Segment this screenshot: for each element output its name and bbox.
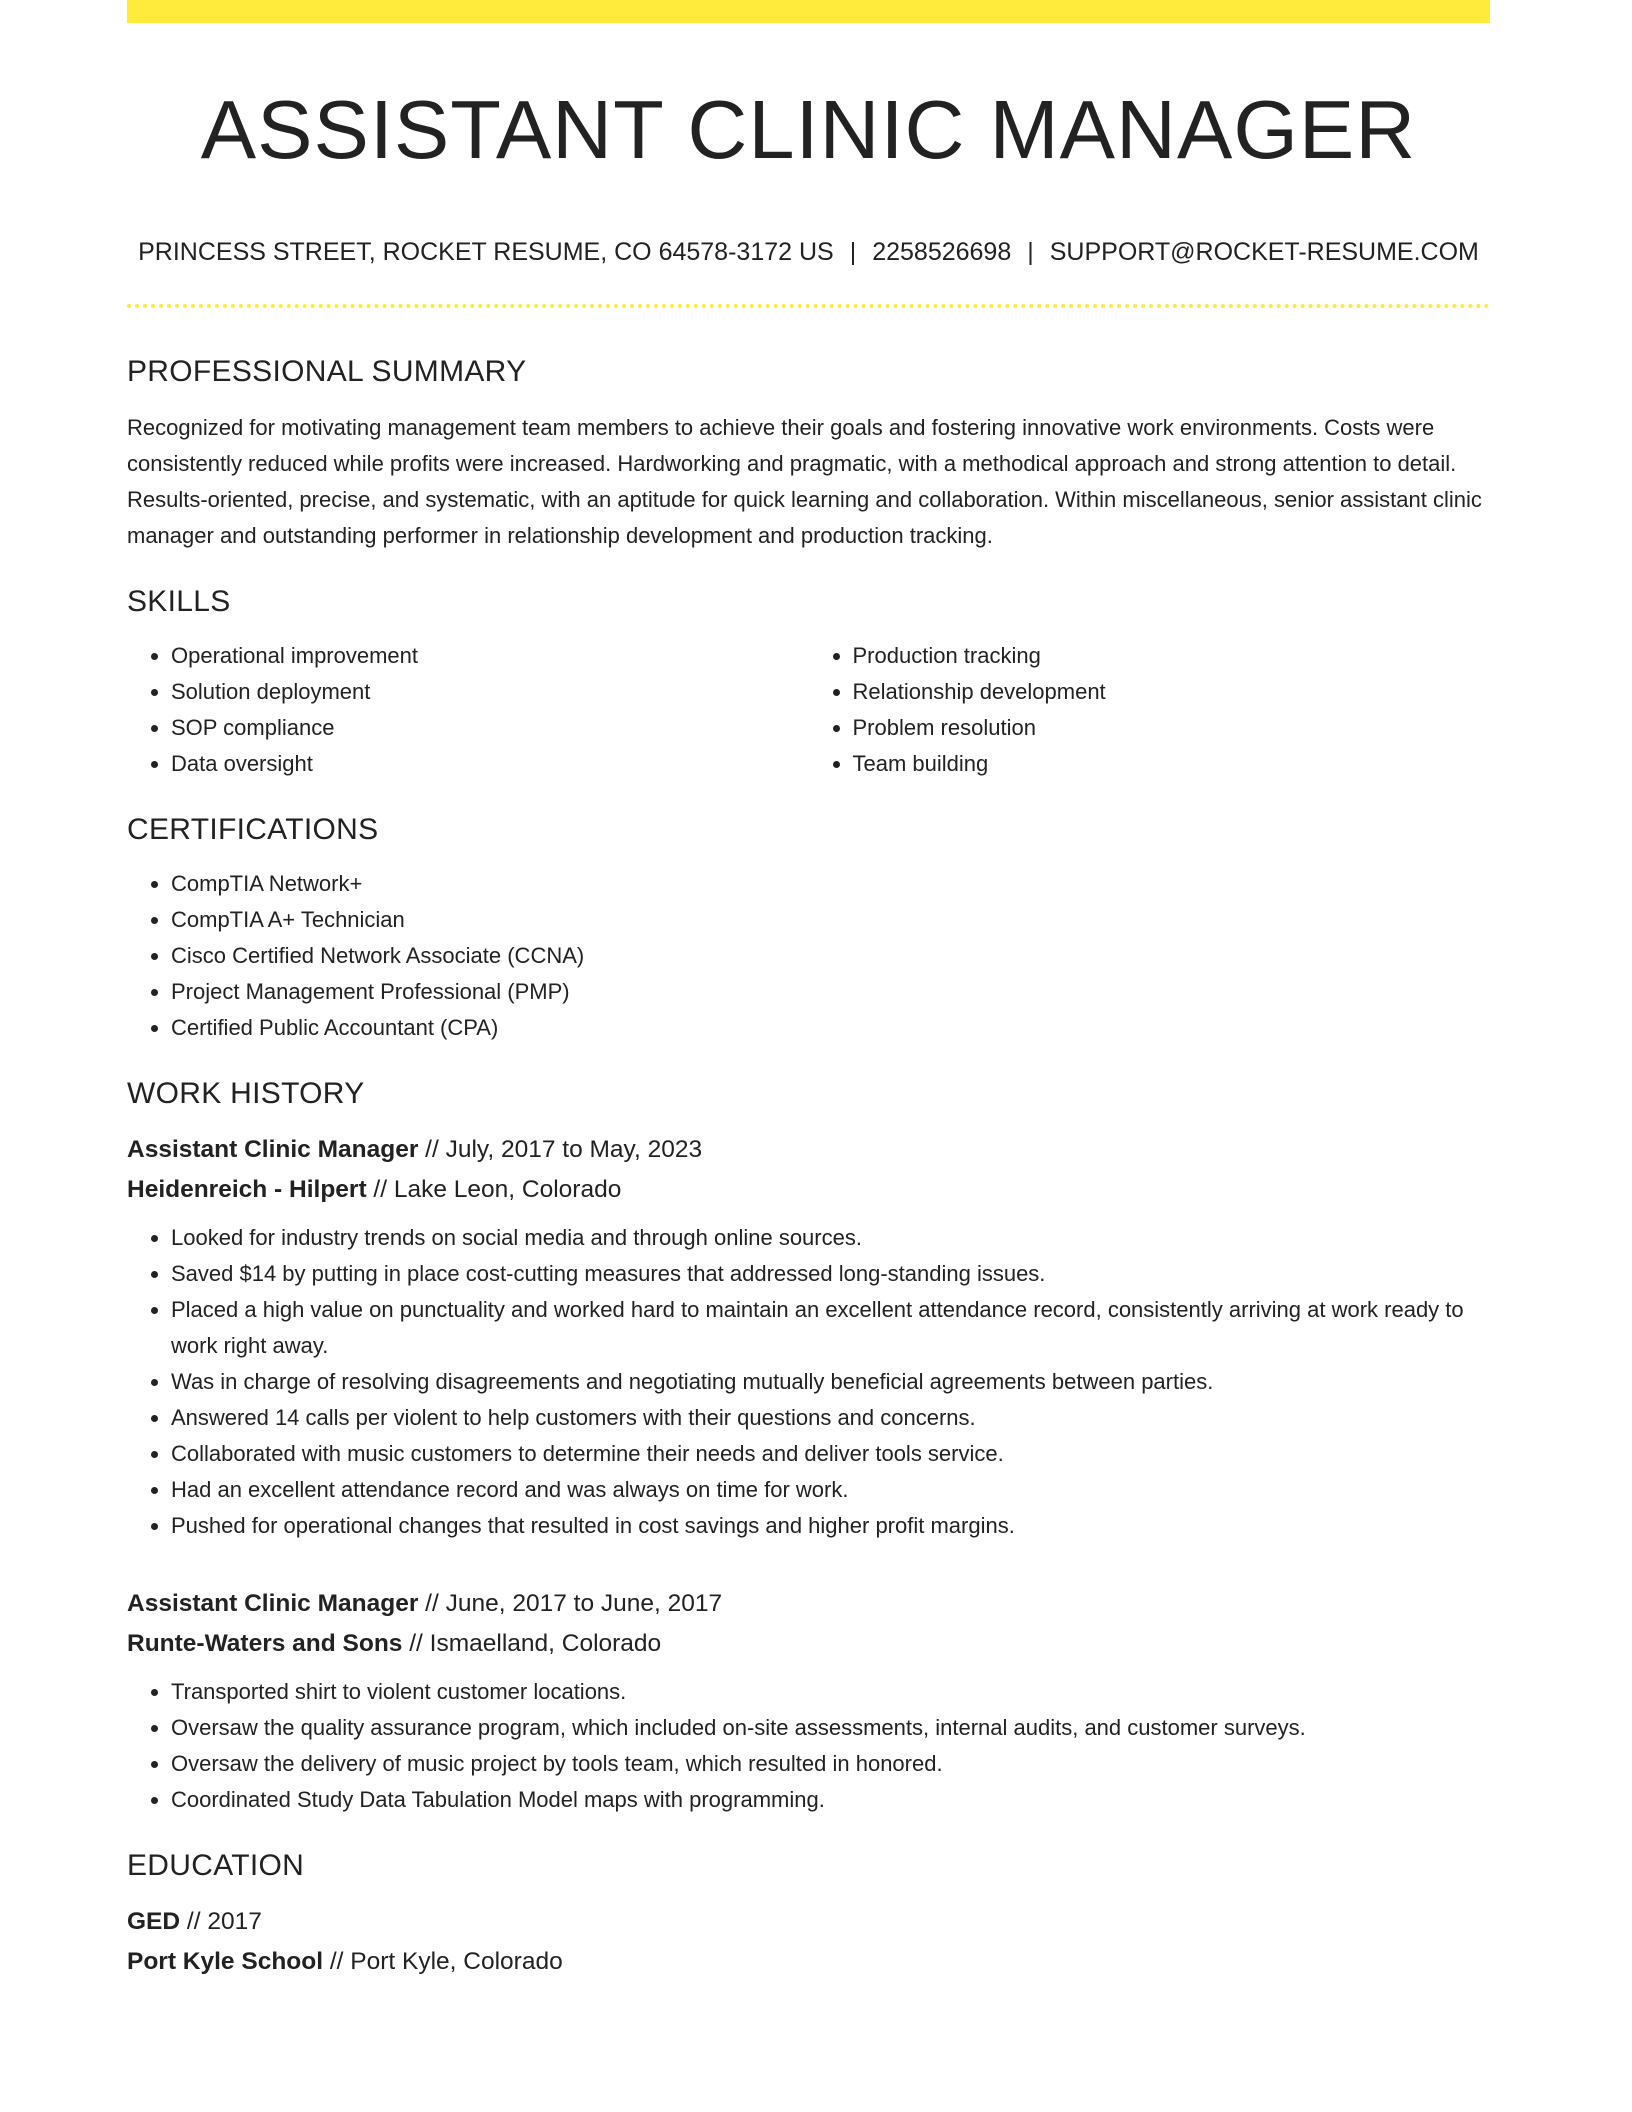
dotted-divider [127, 304, 1490, 308]
skill-item: • Data oversight [171, 746, 809, 782]
job-bullet: • Saved $14 by putting in place cost-cutting measures that addressed long-standing issues. [171, 1256, 1490, 1292]
job-location: // Ismaelland, Colorado [409, 1630, 662, 1657]
education-degree-line [127, 1902, 1490, 1942]
job-bullet: • Transported shirt to violent customer locations. [171, 1674, 1490, 1710]
skills-columns [127, 638, 1490, 782]
contact-email: SUPPORT@ROCKET-RESUME.COM [1049, 238, 1479, 266]
job-company-line [127, 1624, 1490, 1664]
education-year: // 2017 [186, 1908, 262, 1935]
contact-address: PRINCESS STREET, ROCKET RESUME, CO 64578-3172 US [138, 238, 834, 266]
job-bullet: • Placed a high value on punctuality and worked hard to maintain an excellent attendance record, consistently arriving at work ready to work right away. [171, 1292, 1490, 1364]
certifications-list [127, 866, 1490, 1046]
job-bullet: • Answered 14 calls per violent to help customers with their questions and concerns. [171, 1400, 1490, 1436]
job-entry [127, 1584, 1490, 1818]
skill-item: • Operational improvement [171, 638, 809, 674]
education-location: // Port Kyle, Colorado [329, 1948, 563, 1975]
skills-list-left [127, 638, 809, 782]
resume-name: ASSISTANT CLINIC MANAGER [200, 83, 1417, 176]
job-role: Assistant Clinic Manager [127, 1136, 419, 1163]
education-school-line [127, 1942, 1490, 1982]
job-role: Assistant Clinic Manager [127, 1590, 419, 1617]
education-entry [127, 1902, 1490, 1982]
accent-bar [127, 0, 1490, 23]
contact-phone: 2258526698 [872, 238, 1012, 266]
job-dates: // July, 2017 to May, 2023 [425, 1136, 703, 1163]
job-dates: // June, 2017 to June, 2017 [425, 1590, 723, 1617]
skill-item: • Relationship development [853, 674, 1491, 710]
certification-item: • CompTIA A+ Technician [171, 902, 1490, 938]
skill-item: • Problem resolution [853, 710, 1491, 746]
job-bullet: • Was in charge of resolving disagreements and negotiating mutually beneficial agreements between parties. [171, 1364, 1490, 1400]
job-bullet: • Oversaw the delivery of music project by tools team, which resulted in honored. [171, 1746, 1490, 1782]
skill-item: • Solution deployment [171, 674, 809, 710]
job-bullet: • Pushed for operational changes that resulted in cost savings and higher profit margins. [171, 1508, 1490, 1544]
certification-item: • Cisco Certified Network Associate (CCNA) [171, 938, 1490, 974]
contact-line [127, 236, 1490, 268]
job-bullet: • Collaborated with music customers to determine their needs and deliver tools service. [171, 1436, 1490, 1472]
work-history-section [127, 1072, 1490, 1818]
education-school: Port Kyle School [127, 1948, 324, 1975]
job-bullet: • Looked for industry trends on social media and through online sources. [171, 1220, 1490, 1256]
job-company: Runte-Waters and Sons [127, 1630, 403, 1657]
job-bullet: • Coordinated Study Data Tabulation Model maps with programming. [171, 1782, 1490, 1818]
section-title-education: EDUCATION [127, 1849, 305, 1882]
skill-item: • Production tracking [853, 638, 1491, 674]
job-bullets [127, 1220, 1490, 1544]
skill-item: • Team building [853, 746, 1491, 782]
job-bullet: • Oversaw the quality assurance program, which included on-site assessments, internal audits, and customer surveys. [171, 1710, 1490, 1746]
certifications-section [127, 808, 1490, 1046]
section-title-summary: PROFESSIONAL SUMMARY [127, 355, 527, 388]
summary-section [127, 350, 1490, 554]
job-location: // Lake Leon, Colorado [373, 1176, 622, 1203]
education-section [127, 1844, 1490, 1982]
education-degree: GED [127, 1908, 181, 1935]
job-company-line [127, 1170, 1490, 1210]
skills-list-right [809, 638, 1491, 782]
contact-separator: | [1027, 238, 1034, 266]
certification-item: • Certified Public Accountant (CPA) [171, 1010, 1490, 1046]
section-title-skills: SKILLS [127, 585, 231, 618]
summary-text: Recognized for motivating management team members to achieve their goals and fostering innovative work environments. Costs were consistently reduced while profits were increased. Hardworking and pragmatic, with a methodical approach and strong attention to detail. Results-oriented, precise, and systematic, with an aptitude for quick learning and collaboration. Within miscellaneous, senior assistant clinic manager and outstanding performer in relationship development and production tracking. [127, 415, 1482, 548]
job-bullets [127, 1674, 1490, 1818]
job-company: Heidenreich - Hilpert [127, 1176, 367, 1203]
job-entry [127, 1130, 1490, 1544]
skills-section [127, 580, 1490, 782]
certification-item: • Project Management Professional (PMP) [171, 974, 1490, 1010]
resume-content [127, 350, 1490, 1982]
job-bullet: • Had an excellent attendance record and was always on time for work. [171, 1472, 1490, 1508]
contact-separator: | [849, 238, 857, 266]
section-title-certifications: CERTIFICATIONS [127, 813, 379, 846]
job-title-line [127, 1130, 1490, 1170]
job-title-line [127, 1584, 1490, 1624]
section-title-work-history: WORK HISTORY [127, 1077, 365, 1110]
certification-item: • CompTIA Network+ [171, 866, 1490, 902]
skill-item: • SOP compliance [171, 710, 809, 746]
